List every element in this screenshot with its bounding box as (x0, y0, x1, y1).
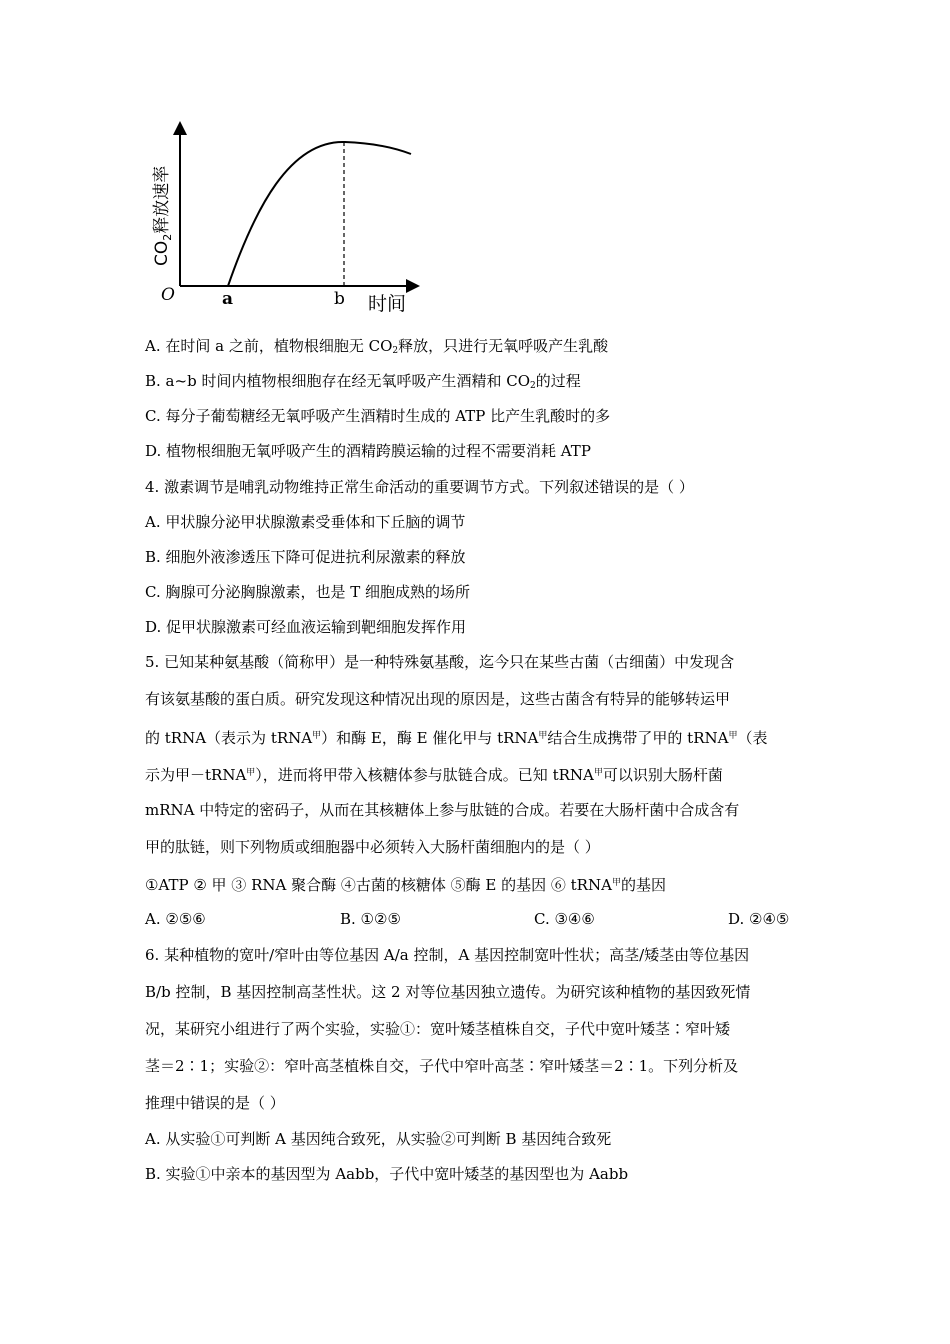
tick-a-label: a (222, 289, 234, 309)
co2-release-rate-chart (145, 118, 430, 323)
q6-stem-line-1: 6. 某种植物的宽叶/窄叶由等位基因 A/a 控制，A 基因控制宽叶性状；高茎/矮茎由等位基因 (145, 946, 750, 964)
q5-stem-line-6: 甲的肽链，则下列物质或细胞器中必须转入大肠杆菌细胞内的是（ ） (145, 838, 600, 856)
tick-b-label: b (334, 289, 345, 309)
q6-stem-line-2: B/b 控制，B 基因控制高茎性状。这 2 对等位基因独立遗传。为研究该种植物的基因致死情 (145, 983, 751, 1001)
q6-option-a: A. 从实验①可判断 A 基因纯合致死，从实验②可判断 B 基因纯合致死 (145, 1130, 612, 1148)
x-axis-label: 时间 (368, 293, 407, 315)
q5-option-b: B. ①②⑤ (340, 910, 401, 928)
q6-stem-line-4: 茎＝2∶1；实验②：窄叶高茎植株自交，子代中窄叶高茎∶窄叶矮茎＝2∶1。下列分析及 (145, 1057, 739, 1075)
q4-stem: 4. 激素调节是哺乳动物维持正常生命活动的重要调节方式。下列叙述错误的是（ ） (145, 478, 694, 496)
q5-stem-line-5: mRNA 中特定的密码子，从而在其核糖体上参与肽链的合成。若要在大肠杆菌中合成含有 (145, 801, 740, 819)
q3-option-b: B. a~b 时间内植物根细胞存在经无氧呼吸产生酒精和 $CO_2$的过程 (145, 372, 581, 391)
origin-label: O (161, 285, 175, 305)
q6-stem-line-5: 推理中错误的是（ ） (145, 1094, 285, 1112)
q5-option-d: D. ②④⑤ (728, 910, 790, 928)
q4-option-a: A. 甲状腺分泌甲状腺激素受垂体和下丘脑的调节 (145, 513, 466, 531)
q3-option-c: C. 每分子葡萄糖经无氧呼吸产生酒精时生成的 ATP 比产生乳酸时的多 (145, 407, 611, 425)
q4-option-d: D. 促甲状腺激素可经血液运输到靶细胞发挥作用 (145, 618, 467, 636)
q4-option-c: C. 胸腺可分泌胸腺激素，也是 T 细胞成熟的场所 (145, 583, 471, 601)
q5-stem-line-1: 5. 已知某种氨基酸（简称甲）是一种特殊氨基酸，迄今只在某些古菌（古细菌）中发现含 (145, 653, 735, 671)
q4-option-b: B. 细胞外液渗透压下降可促进抗利尿激素的释放 (145, 548, 466, 566)
q5-stem-line-3: 的 tRNA（表示为 tRNA$^甲$）和酶 E，酶 E 催化甲与 tRNA$^甲$结合生成携带了甲的 tRNA$^甲$（表 (145, 729, 768, 747)
q5-stem-line-2: 有该氨基酸的蛋白质。研究发现这种情况出现的原因是，这些古菌含有特异的能够转运甲 (145, 690, 731, 708)
rate-curve (228, 142, 411, 286)
q5-option-c: C. ③④⑥ (534, 910, 595, 928)
q3-option-a: A. 在时间 a 之前，植物根细胞无 $CO_2$释放，只进行无氧呼吸产生乳酸 (145, 337, 609, 356)
q6-option-b: B. 实验①中亲本的基因型为 Aabb，子代中宽叶矮茎的基因型也为 Aabb (145, 1165, 629, 1183)
q5-stem-line-4: 示为甲－tRNA$^甲$），进而将甲带入核糖体参与肽链合成。已知 tRNA$^甲$可以识别大肠杆菌 (145, 766, 723, 784)
q5-option-a: A. ②⑤⑥ (145, 910, 206, 928)
y-axis-label: $CO_2$释放速率 (152, 165, 174, 266)
q5-items: ①ATP ② 甲 ③ RNA 聚合酶 ④古菌的核糖体 ⑤酶 E 的基因 ⑥ tRNA$^甲$的基因 (145, 876, 666, 894)
q3-option-d: D. 植物根细胞无氧呼吸产生的酒精跨膜运输的过程不需要消耗 ATP (145, 442, 591, 460)
q6-stem-line-3: 况，某研究小组进行了两个实验，实验①：宽叶矮茎植株自交，子代中宽叶矮茎∶窄叶矮 (145, 1020, 731, 1038)
